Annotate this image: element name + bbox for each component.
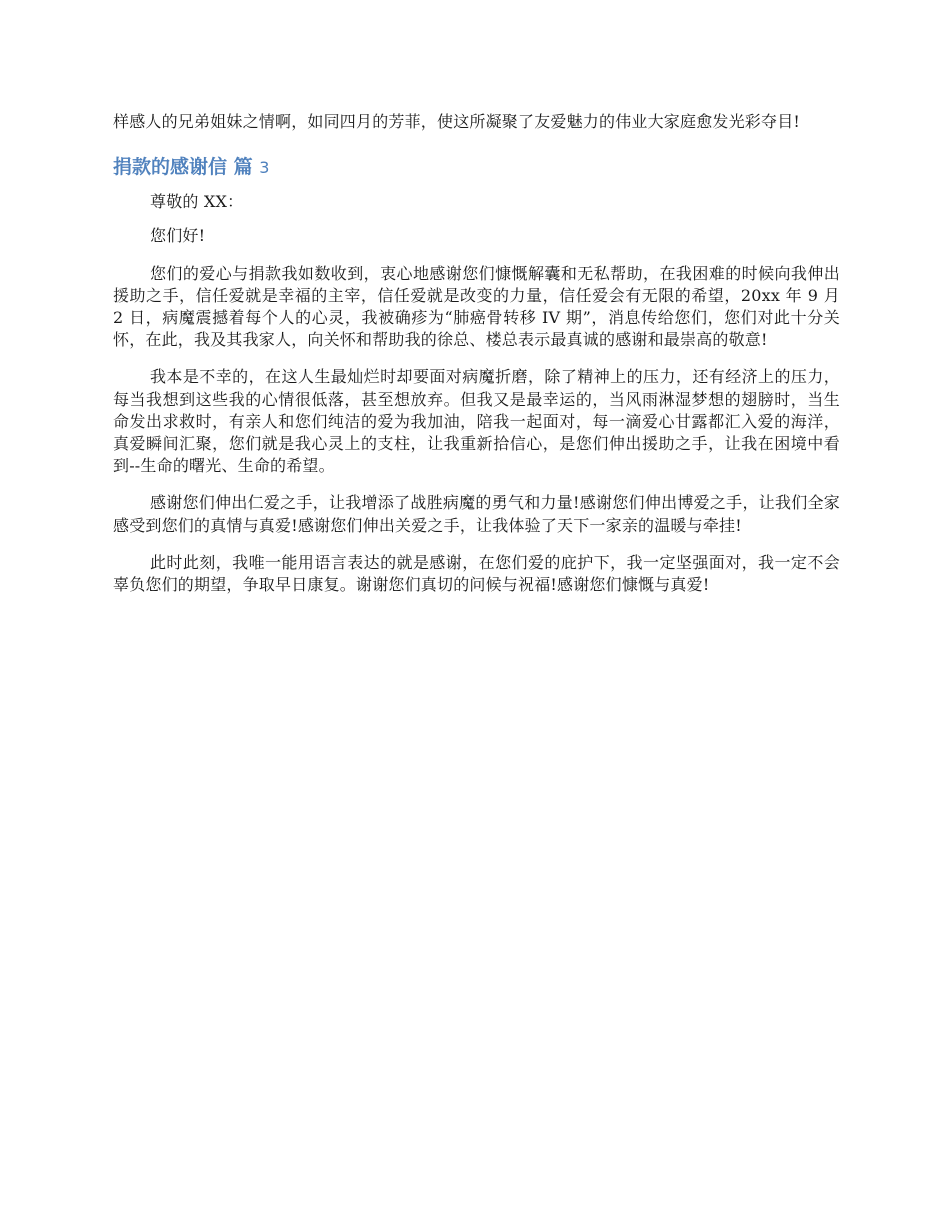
salutation: 尊敬的 XX： <box>150 192 244 212</box>
intro-paragraph: 样感人的兄弟姐妹之情啊，如同四月的芳菲，使这所凝聚了友爱魅力的伟业大家庭愈发光彩夺目! <box>113 112 801 131</box>
body-paragraph-2: 我本是不幸的，在这人生最灿烂时却要面对病魔折磨，除了精神上的压力，还有经济上的压力，每当我想到这些我的心情很低落，甚至想放弃。但我又是最幸运的，当风雨淋湿梦想的翅膀时，当生命发出求救时，有亲人和您们纯洁的爱为我加油，陪我一起面对，每一滴爱心甘露都汇入爱的海洋，真爱瞬间汇聚，您们就是我心灵上的支柱，让我重新拾信心，是您们伸出援助之手，让我在困境中看到--生命的曙光、生命的希望。 <box>113 367 840 476</box>
body-paragraph-1: 您们的爱心与捐款我如数收到，衷心地感谢您们慷慨解囊和无私帮助，在我困难的时候向我伸出援助之手，信任爱就是幸福的主宰，信任爱就是改变的力量，信任爱会有无限的希望，20xx 年 9 月 2 日，病魔震撼着每个人的心灵，我被确疹为“肺癌骨转移 IV 期”，消息传给您们，您们对此十分关怀，在此，我及其我家人，向关怀和帮助我的徐总、楼总表示最真诚的感谢和最崇高的敬意! <box>113 263 840 350</box>
document-body <box>113 111 840 596</box>
section-heading <box>113 154 840 181</box>
greeting: 您们好! <box>150 226 206 246</box>
section-heading-text: 捐款的感谢信 篇 <box>113 156 253 179</box>
body-paragraph-4: 此时此刻，我唯一能用语言表达的就是感谢，在您们爱的庇护下，我一定坚强面对，我一定不会辜负您们的期望，争取早日康复。谢谢您们真切的问候与祝福!感谢您们慷慨与真爱! <box>113 552 840 595</box>
section-heading-number: 3 <box>259 158 270 178</box>
body-paragraph-3: 感谢您们伸出仁爱之手，让我增添了战胜病魔的勇气和力量!感谢您们伸出博爱之手，让我们全家感受到您们的真情与真爱!感谢您们伸出关爱之手，让我体验了天下一家亲的温暖与牵挂! <box>113 493 840 535</box>
